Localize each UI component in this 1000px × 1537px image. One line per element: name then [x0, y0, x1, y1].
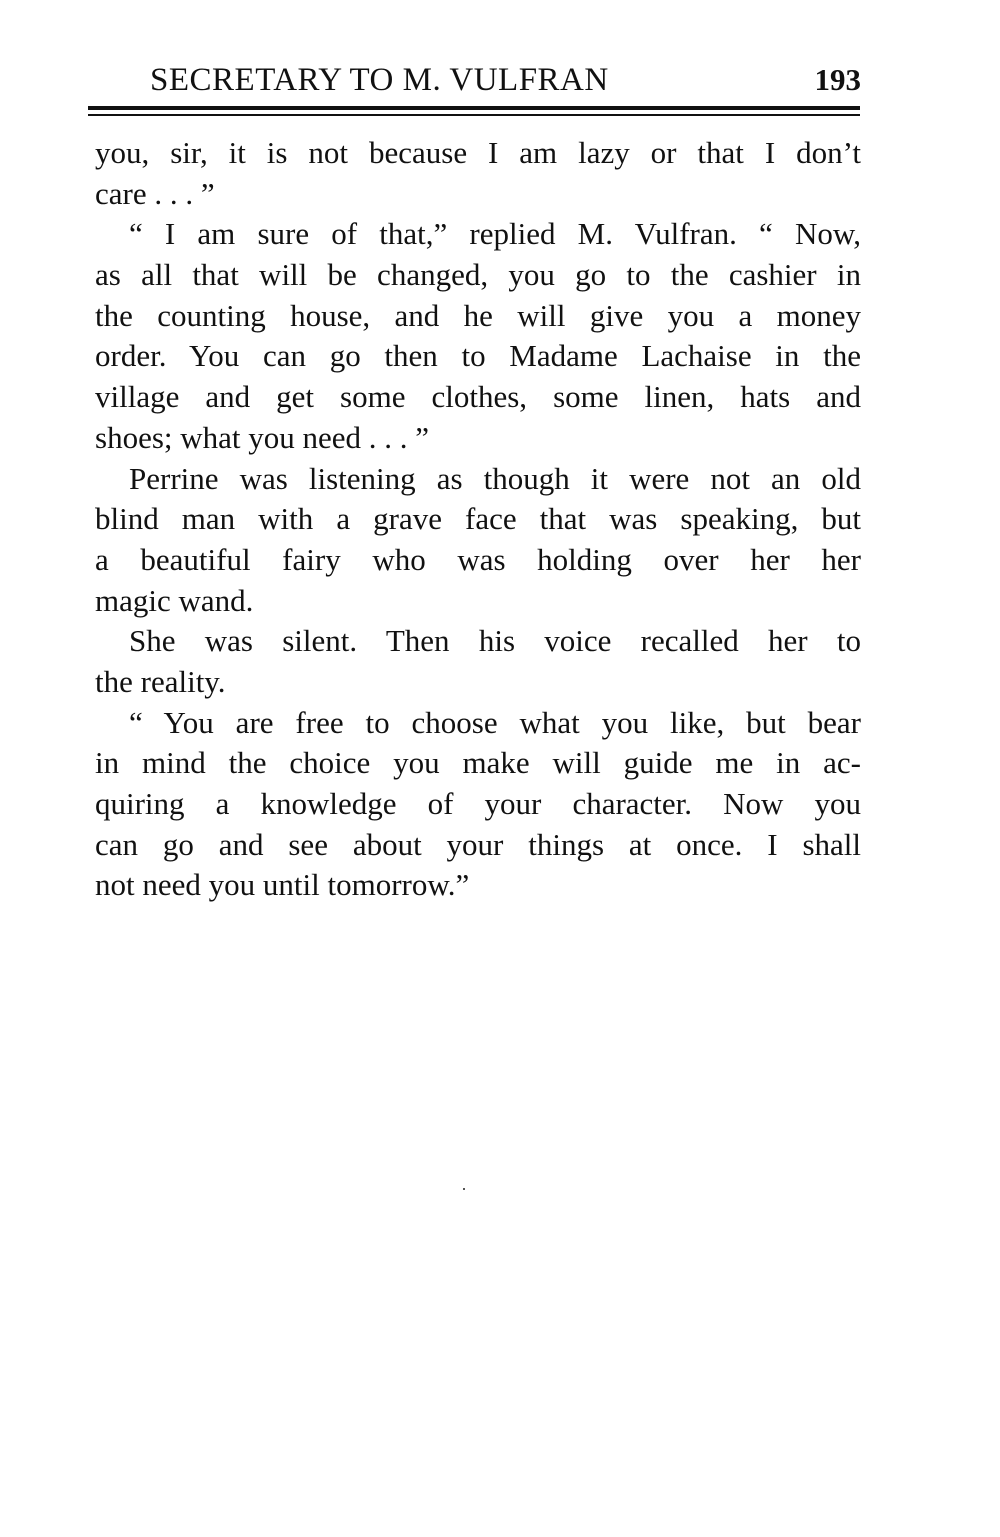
page-number: 193 [814, 62, 861, 97]
paragraph [95, 133, 861, 214]
text-line: “ I am sure of that,” replied M. Vulfran. “ Now, [129, 216, 861, 252]
paragraph [95, 459, 861, 622]
paragraph [95, 703, 861, 906]
header-rule-thick [88, 106, 860, 110]
text-line: can go and see about your things at once. I shall [95, 826, 861, 862]
text-line: a beautiful fairy who was holding over her her [95, 541, 861, 577]
text-line: “ You are free to choose what you like, but bear [129, 704, 861, 740]
text-line: you, sir, it is not because I am lazy or that I don’t [95, 135, 861, 170]
text-line: shoes; what you need . . . ” [95, 419, 430, 455]
paragraph [95, 621, 861, 702]
text-line: the reality. [95, 663, 226, 699]
text-line: magic wand. [95, 582, 254, 618]
text-line: quiring a knowledge of your character. Now you [95, 786, 861, 822]
text-line: as all that will be changed, you go to the cashier in [95, 257, 861, 293]
text-line: village and get some clothes, some linen, hats and [95, 379, 861, 415]
text-line: care . . . ” [95, 175, 215, 211]
text-line: in mind the choice you make will guide me in ac- [95, 745, 861, 781]
text-line: order. You can go then to Madame Lachaise in the [95, 338, 861, 374]
text-line: She was silent. Then his voice recalled her to [129, 623, 861, 659]
running-head [95, 58, 861, 106]
paragraph [95, 214, 861, 458]
scan-speck [463, 1188, 465, 1190]
text-line: blind man with a grave face that was speaking, but [95, 501, 861, 537]
text-line: the counting house, and he will give you a money [95, 297, 861, 333]
text-line: Perrine was listening as though it were not an old [129, 460, 861, 496]
text-line: not need you until tomorrow.” [95, 867, 470, 903]
body-text [95, 133, 861, 906]
header-rule-thin [88, 114, 860, 116]
running-title: SECRETARY TO M. VULFRAN [150, 62, 609, 98]
